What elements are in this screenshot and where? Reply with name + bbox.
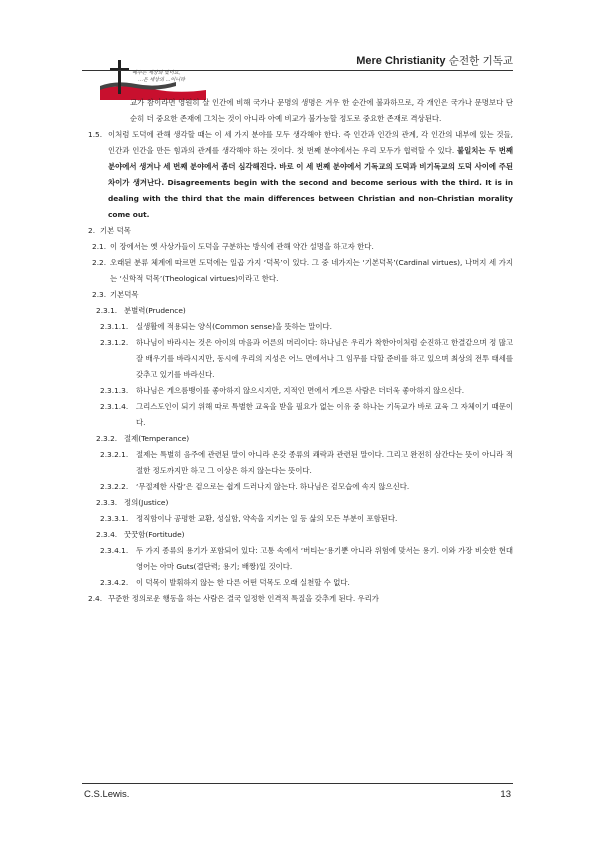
list-item <box>88 335 513 383</box>
list-item <box>88 399 513 431</box>
list-item <box>88 591 513 607</box>
list-item <box>88 239 513 255</box>
list-item <box>88 543 513 575</box>
item-text: 꿋꿋함(Fortitude) <box>124 530 185 539</box>
list-item <box>88 255 513 287</box>
header-rule <box>82 70 513 71</box>
item-text: 이 덕목이 발휘하지 않는 한 다른 어떤 덕목도 오래 실천할 수 없다. <box>136 578 350 587</box>
document-body <box>88 95 513 607</box>
item-number: 2.3.1.2. <box>100 338 129 347</box>
paragraph <box>88 127 513 223</box>
paragraph <box>88 95 513 127</box>
item-number: 2.3.2.1. <box>100 450 129 459</box>
item-number: 2.3.1. <box>96 306 118 315</box>
list-item <box>88 527 513 543</box>
item-text: 정직함이나 공평한 교환, 성실함, 약속을 지키는 일 등 삶의 모든 부분이 포함된다. <box>136 514 398 523</box>
page-number: 13 <box>500 789 511 800</box>
item-number: 2.3.4.2. <box>100 578 129 587</box>
item-text: 절제(Temperance) <box>124 434 190 443</box>
list-item <box>88 431 513 447</box>
item-text: 정의(Justice) <box>124 498 169 507</box>
item-text: 하나님이 바라시는 것은 아이의 마음과 어른의 머리이다: 하나님은 우리가 착한아이처럼 순진하고 한결같으며 정 많고 잘 배우기를 바라시지만, 동시에 우리의 지성은 어느 면에서나 그 임무를 다할 준비를 하고 있으며 최상의 전투 태세를 갖추고 있기를 바라신다. <box>136 338 513 379</box>
list-item <box>88 495 513 511</box>
item-number: 2.3.2.2. <box>100 482 129 491</box>
item-text: 분별력(Prudence) <box>124 306 186 315</box>
item-number: 2.3.3. <box>96 498 118 507</box>
item-text: 그리스도인이 되기 위해 따로 특별한 교육을 받을 필요가 없는 이유 중 하나는 기독교가 바로 교육 그 자체이기 때문이다. <box>136 402 513 427</box>
item-text: 이 장에서는 옛 사상가들이 도덕을 구분하는 방식에 관해 약간 설명을 하고자 한다. <box>110 242 374 251</box>
list-item <box>88 287 513 303</box>
item-text: 기본덕목 <box>110 290 139 299</box>
section-heading <box>88 223 513 239</box>
logo-caption-line2: …은 세상의 …이니라 <box>138 77 185 83</box>
item-text: 실생활에 적용되는 양식(Common sense)을 뜻하는 말이다. <box>136 322 332 331</box>
logo-caption-line1: 예수는 세상의 빛이요, <box>132 70 181 76</box>
item-number: 2.3.1.3. <box>100 386 129 395</box>
item-number: 2.4. <box>88 594 103 603</box>
item-number: 2.3.3.1. <box>100 514 129 523</box>
item-number: 2.3.4. <box>96 530 118 539</box>
bold-text: 불일치는 두 번째 분야에서 생겨나 세 번째 분야에서 좀더 심각해진다. 바로 이 세 번째 분야에서 기독교의 도덕과 비기독교의 도덕 사이에 주된 차이가 생겨난다. Disagreements begin with the second and become serious with the third. It is in dealing with the third that the main differences between Christian and non-Christian morality come out. <box>108 146 513 219</box>
list-item <box>88 511 513 527</box>
header-title <box>356 53 513 68</box>
plain-text: 이처럼 도덕에 관해 생각할 때는 이 세 가지 분야를 모두 생각해야 한다. 즉 인간과 인간의 관계, 각 인간의 내부에 있는 것들, 인간과 인간을 만든 힘과의 관계를 생각해야 하는 것이다. 첫 번째 분야에서는 우리 모두가 협력할 수 있다. <box>108 130 513 155</box>
item-number: 2.3.2. <box>96 434 118 443</box>
footer-rule <box>82 783 513 784</box>
item-text: 하나님은 게으름뱅이를 좋아하지 않으시지만, 지적인 면에서 게으른 사람은 더더욱 좋아하지 않으신다. <box>136 386 465 395</box>
list-item <box>88 479 513 495</box>
paragraph-text <box>108 127 513 223</box>
item-number: 2.3.1.1. <box>100 322 129 331</box>
item-text: 오래된 분류 체계에 따르면 도덕에는 일곱 가지 ‘덕목’이 있다. 그 중 네가지는 ‘기본덕목’(Cardinal virtues), 나머지 세 가지는 ‘신학적 덕목’(Theological virtues)이라고 한다. <box>110 258 513 283</box>
footer-author: C.S.Lewis. <box>84 789 130 800</box>
item-number: 2.3. <box>92 290 107 299</box>
item-number: 1.5. <box>88 130 103 139</box>
item-number: 2.2. <box>92 258 107 267</box>
item-text: ‘무절제한 사람’은 겉으로는 쉽게 드러나지 않는다. 하나님은 겉모습에 속지 않으신다. <box>136 482 410 491</box>
item-number: 2. <box>88 226 96 235</box>
list-item <box>88 319 513 335</box>
list-item <box>88 447 513 479</box>
item-number: 2.3.1.4. <box>100 402 129 411</box>
list-item <box>88 575 513 591</box>
header-title-en: Mere Christianity <box>356 55 446 67</box>
item-number: 2.1. <box>92 242 107 251</box>
item-text: 두 가지 종류의 용기가 포함되어 있다: 고통 속에서 ‘버티는’용기뿐 아니라 위험에 맞서는 용기. 이와 가장 비슷한 현대 영어는 아마 Guts(결단력; 용기; 배짱)일 것이다. <box>136 546 513 571</box>
header-title-ko: 순전한 기독교 <box>448 55 513 67</box>
item-text: 절제는 특별히 음주에 관련된 말이 아니라 온갖 종류의 쾌락과 관련된 말이다. 그리고 완전히 삼간다는 뜻이 아니라 적절한 정도까지만 하고 그 이상은 하지 않는다는 뜻이다. <box>136 450 513 475</box>
item-text: 꾸준한 정의로운 행동을 하는 사람은 결국 일정한 인격적 특질을 갖추게 된다. 우리가 <box>108 594 379 603</box>
heading-text: 기본 덕목 <box>100 226 131 235</box>
item-number: 2.3.4.1. <box>100 546 129 555</box>
list-item <box>88 383 513 399</box>
paragraph-text: 교가 참이라면 영원히 살 인간에 비해 국가나 문명의 생명은 겨우 한 순간에 불과하므로, 각 개인은 국가나 문명보다 단순히 더 중요한 존재에 그치는 것이 아니라 아예 비교가 불가능할 정도로 중요한 존재로 격상된다. <box>130 98 513 123</box>
cross-logo <box>96 56 208 100</box>
list-item <box>88 303 513 319</box>
